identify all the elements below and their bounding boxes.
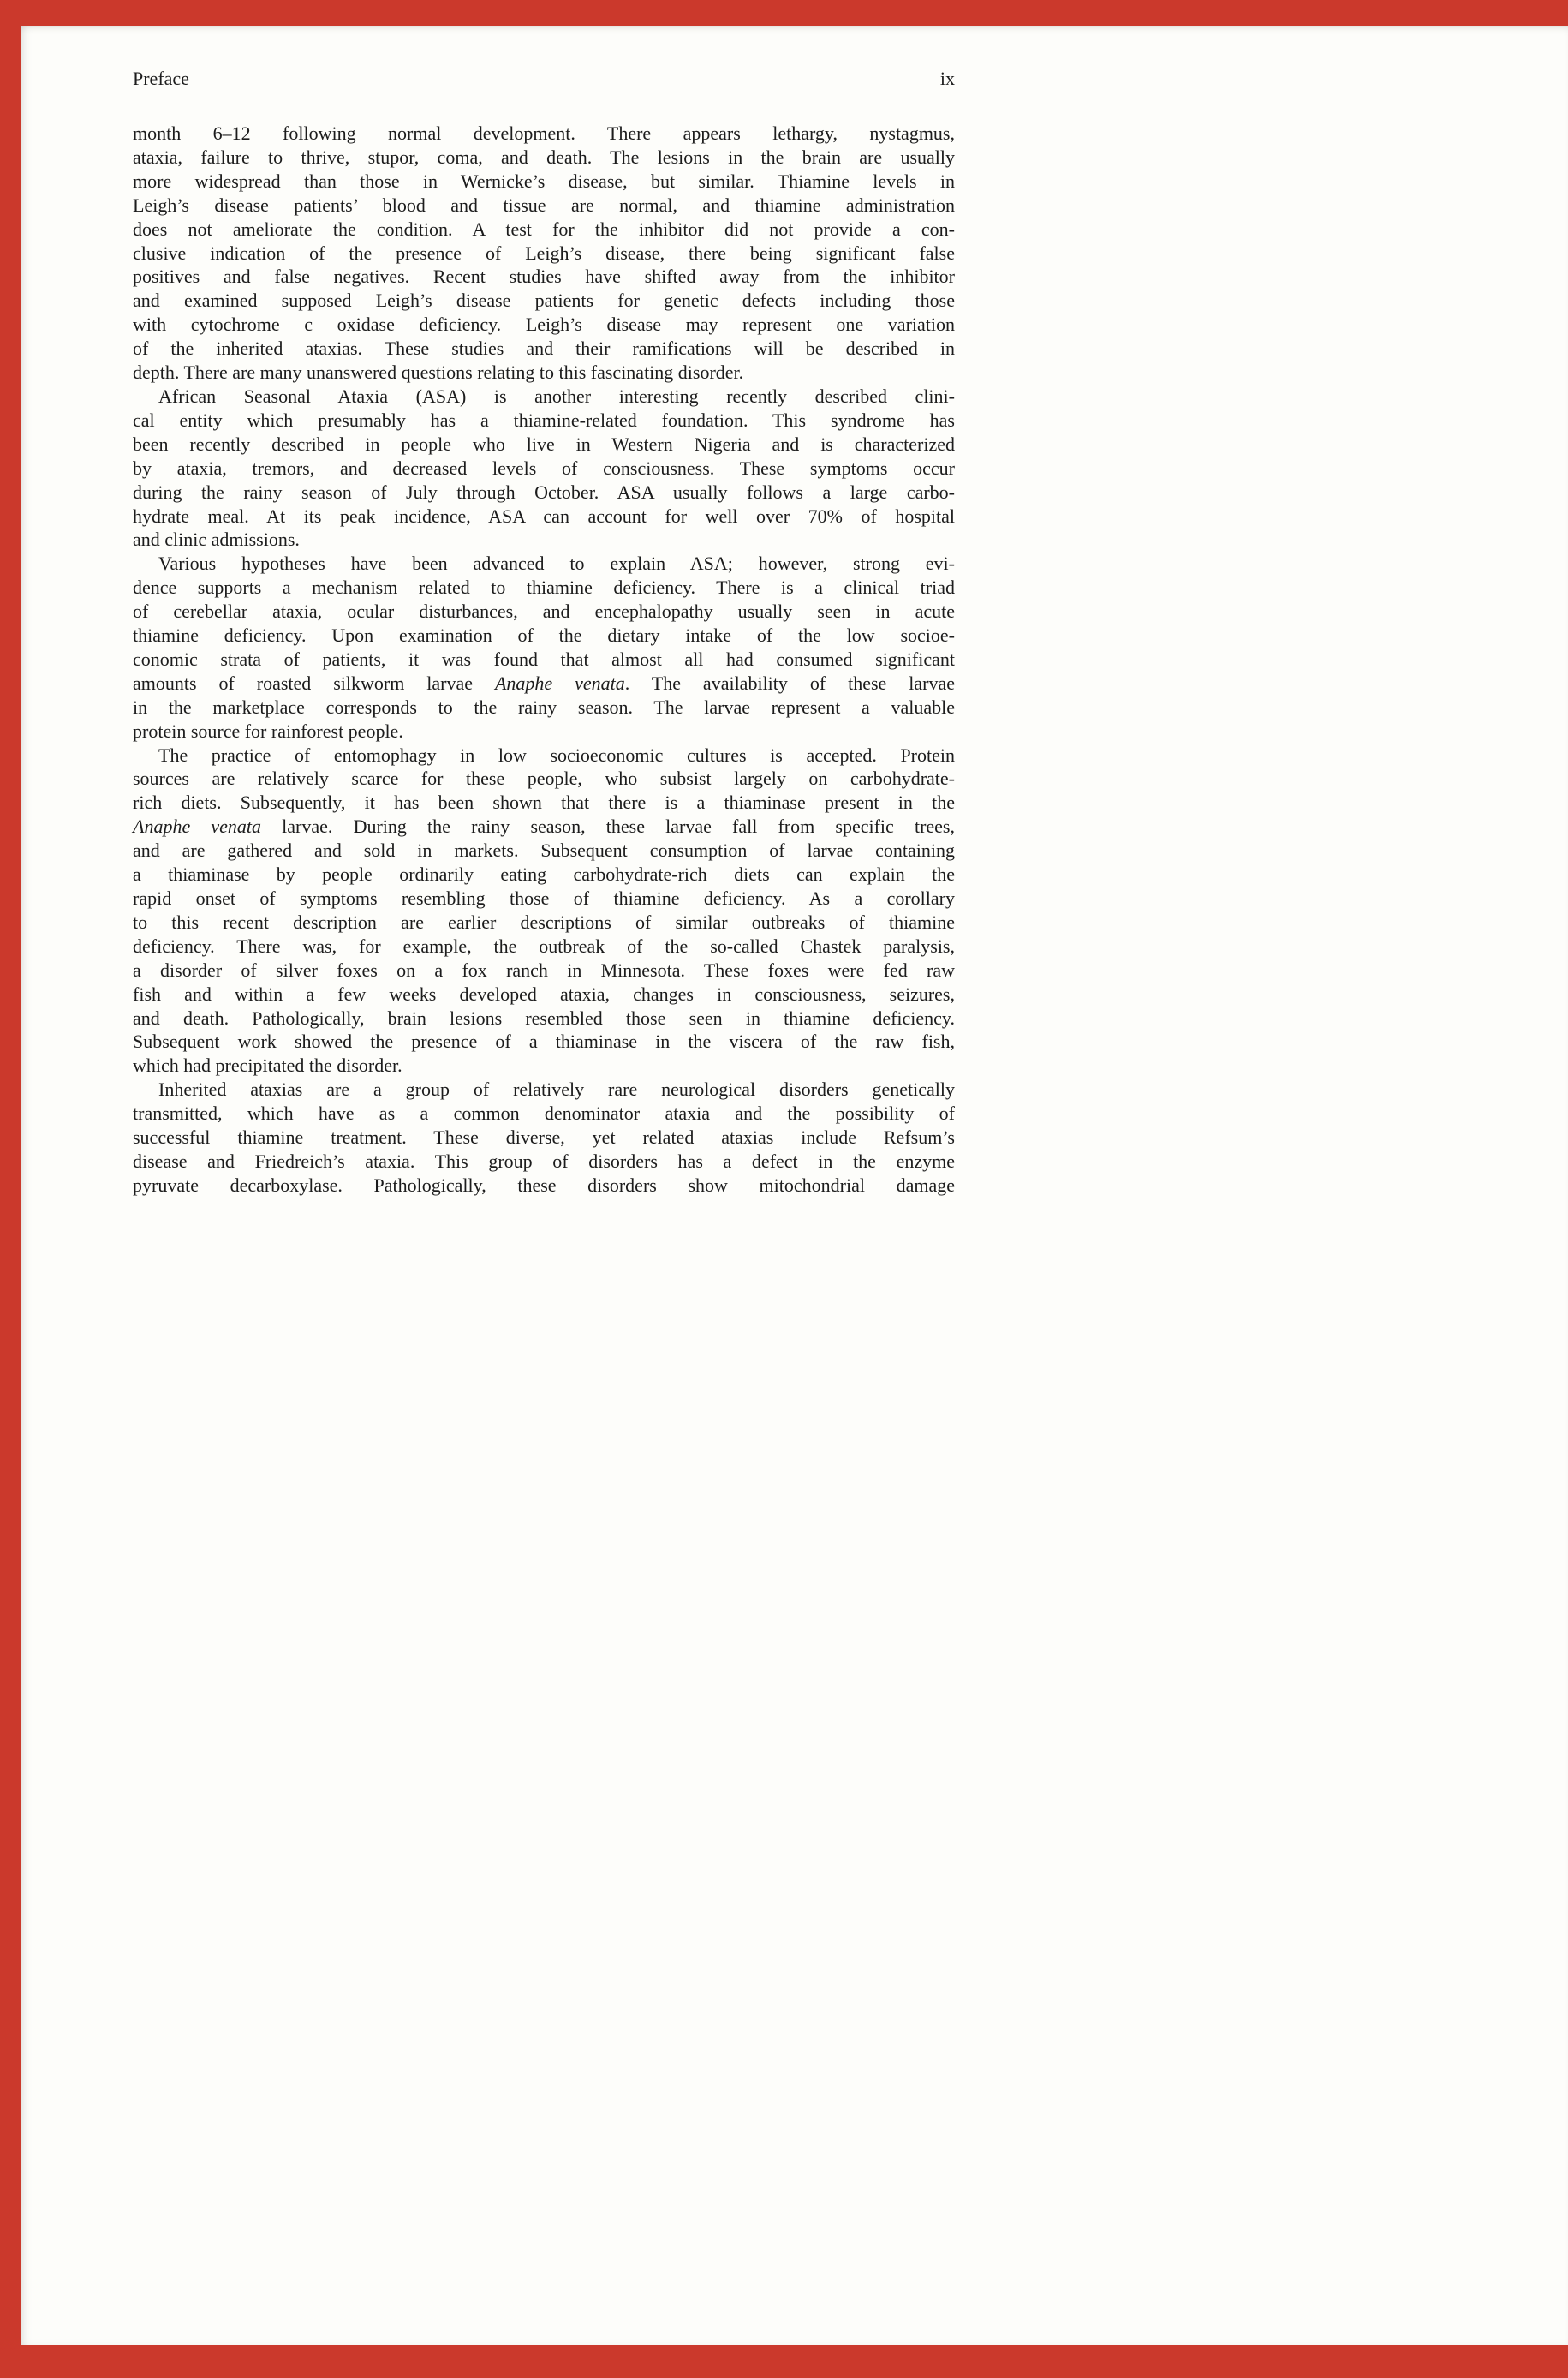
text-line <box>133 648 955 672</box>
text-line <box>133 887 955 911</box>
text-line <box>133 839 955 863</box>
text-line <box>133 1150 955 1174</box>
text-line <box>133 528 955 552</box>
text-segment: positives and false negatives. Recent studies have shifted away from the inhibitor <box>133 266 955 288</box>
text-segment: during the rainy season of July through October. ASA usually follows a large carbo- <box>133 481 955 503</box>
text-line <box>133 409 955 433</box>
text-segment: successful thiamine treatment. These diverse, yet related ataxias include Refsum’s <box>133 1126 955 1149</box>
text-segment: does not ameliorate the condition. A test for the inhibitor did not provide a con- <box>133 218 955 240</box>
text-segment: and clinic admissions. <box>133 529 300 551</box>
text-line <box>133 218 955 242</box>
text-segment: . The availability of these larvae <box>624 672 955 694</box>
text-segment: conomic strata of patients, it was found that almost all had consumed significant <box>133 648 955 670</box>
text-segment: hydrate meal. At its peak incidence, ASA can account for well over 70% of hospital <box>133 505 955 527</box>
text-segment: larvae. During the rainy season, these larvae fall from specific trees, <box>261 816 955 838</box>
text-segment: of cerebellar ataxia, ocular disturbances, and encephalopathy usually seen in acute <box>133 600 955 623</box>
paragraph <box>133 552 955 743</box>
text-segment: The practice of entomophagy in low socioeconomic cultures is accepted. Protein <box>158 744 955 766</box>
text-segment: cal entity which presumably has a thiamine-related foundation. This syndrome has <box>133 409 955 431</box>
text-segment: Various hypotheses have been advanced to explain ASA; however, strong evi- <box>158 553 955 575</box>
text-segment: fish and within a few weeks developed ataxia, changes in consciousness, seizures, <box>133 983 955 1005</box>
text-line <box>133 242 955 266</box>
text-line <box>133 1174 955 1198</box>
page-body <box>133 122 955 1198</box>
text-segment: rapid onset of symptoms resembling those of thiamine deficiency. As a corollary <box>133 887 955 909</box>
text-segment: and are gathered and sold in markets. Subsequent consumption of larvae containing <box>133 839 955 862</box>
text-line <box>133 505 955 529</box>
text-segment: ataxia, failure to thrive, stupor, coma, and death. The lesions in the brain are usually <box>133 146 955 168</box>
text-segment: protein source for rainforest people. <box>133 720 403 742</box>
text-line <box>133 194 955 218</box>
text-line <box>133 1054 955 1078</box>
text-line <box>133 433 955 457</box>
text-line <box>133 767 955 791</box>
text-segment: Leigh’s disease patients’ blood and tissue are normal, and thiamine administration <box>133 194 955 216</box>
italic-text: Anaphe venata <box>133 816 262 838</box>
text-segment: pyruvate decarboxylase. Pathologically, these disorders show mitochondrial damage <box>133 1174 955 1196</box>
text-line <box>133 576 955 600</box>
text-segment: Subsequent work showed the presence of a thiaminase in the viscera of the raw fish, <box>133 1031 955 1053</box>
text-line <box>133 815 955 839</box>
text-line <box>133 122 955 146</box>
page-number: ix <box>939 68 955 89</box>
text-line <box>133 265 955 289</box>
text-segment: with cytochrome c oxidase deficiency. Leigh’s disease may represent one variation <box>133 314 955 336</box>
text-line <box>133 385 955 409</box>
book-page <box>21 26 1568 2345</box>
text-line <box>133 1078 955 1102</box>
text-segment: in the marketplace corresponds to the rainy season. The larvae represent a valuable <box>133 696 955 718</box>
text-segment: disease and Friedreich’s ataxia. This group of disorders has a defect in the enzyme <box>133 1150 955 1172</box>
text-line <box>133 720 955 744</box>
text-segment: clusive indication of the presence of Leigh’s disease, there being significant false <box>133 242 955 264</box>
text-line <box>133 457 955 481</box>
italic-text: Anaphe venata <box>494 672 625 694</box>
text-segment: of the inherited ataxias. These studies and their ramifications will be described in <box>133 338 955 360</box>
text-line <box>133 1126 955 1150</box>
paragraph <box>133 1078 955 1198</box>
page-content <box>133 26 955 1198</box>
text-line <box>133 170 955 194</box>
text-line <box>133 361 955 385</box>
text-line <box>133 744 955 768</box>
text-line <box>133 313 955 337</box>
text-segment: dence supports a mechanism related to thiamine deficiency. There is a clinical triad <box>133 577 955 599</box>
text-line <box>133 1030 955 1054</box>
text-line <box>133 696 955 720</box>
text-line <box>133 863 955 887</box>
text-line <box>133 600 955 624</box>
text-segment: amounts of roasted silkworm larvae <box>133 672 495 694</box>
text-segment: Inherited ataxias are a group of relatively rare neurological disorders genetically <box>158 1078 955 1101</box>
text-segment: depth. There are many unanswered questions relating to this fascinating disorder. <box>133 361 744 384</box>
text-line <box>133 146 955 170</box>
paragraph <box>133 385 955 552</box>
text-segment: which had precipitated the disorder. <box>133 1055 402 1077</box>
text-segment: rich diets. Subsequently, it has been shown that there is a thiaminase present in the <box>133 792 955 814</box>
text-segment: deficiency. There was, for example, the outbreak of the so-called Chastek paralysis, <box>133 935 955 957</box>
text-segment: and death. Pathologically, brain lesions resembled those seen in thiamine deficiency. <box>133 1007 955 1029</box>
text-line <box>133 337 955 361</box>
text-segment: and examined supposed Leigh’s disease patients for genetic defects including those <box>133 290 955 312</box>
text-line <box>133 791 955 815</box>
text-line <box>133 624 955 648</box>
text-line <box>133 935 955 959</box>
text-line <box>133 959 955 983</box>
text-line <box>133 481 955 505</box>
text-line <box>133 983 955 1007</box>
text-line <box>133 1102 955 1126</box>
running-title: Preface <box>133 68 189 89</box>
text-segment: been recently described in people who live in Western Nigeria and is characterized <box>133 433 955 455</box>
text-line <box>133 289 955 313</box>
text-line <box>133 672 955 696</box>
text-segment: month 6–12 following normal development. There appears lethargy, nystagmus, <box>133 122 955 144</box>
text-segment: by ataxia, tremors, and decreased levels of consciousness. These symptoms occur <box>133 457 955 479</box>
text-segment: transmitted, which have as a common denominator ataxia and the possibility of <box>133 1102 955 1125</box>
text-segment: more widespread than those in Wernicke’s disease, but similar. Thiamine levels in <box>133 170 955 192</box>
text-segment: a disorder of silver foxes on a fox ranch in Minnesota. These foxes were fed raw <box>133 959 955 981</box>
text-segment: to this recent description are earlier descriptions of similar outbreaks of thiamine <box>133 911 955 933</box>
text-line <box>133 911 955 935</box>
text-segment: a thiaminase by people ordinarily eating carbohydrate-rich diets can explain the <box>133 863 955 886</box>
text-line <box>133 1007 955 1031</box>
text-segment: African Seasonal Ataxia (ASA) is another interesting recently described clini- <box>158 385 955 407</box>
paragraph <box>133 744 955 1078</box>
running-header <box>133 67 955 91</box>
text-line <box>133 552 955 576</box>
text-segment: sources are relatively scarce for these people, who subsist largely on carbohydrate- <box>133 768 955 790</box>
text-segment: thiamine deficiency. Upon examination of the dietary intake of the low socioe- <box>133 624 955 647</box>
paragraph <box>133 122 955 385</box>
